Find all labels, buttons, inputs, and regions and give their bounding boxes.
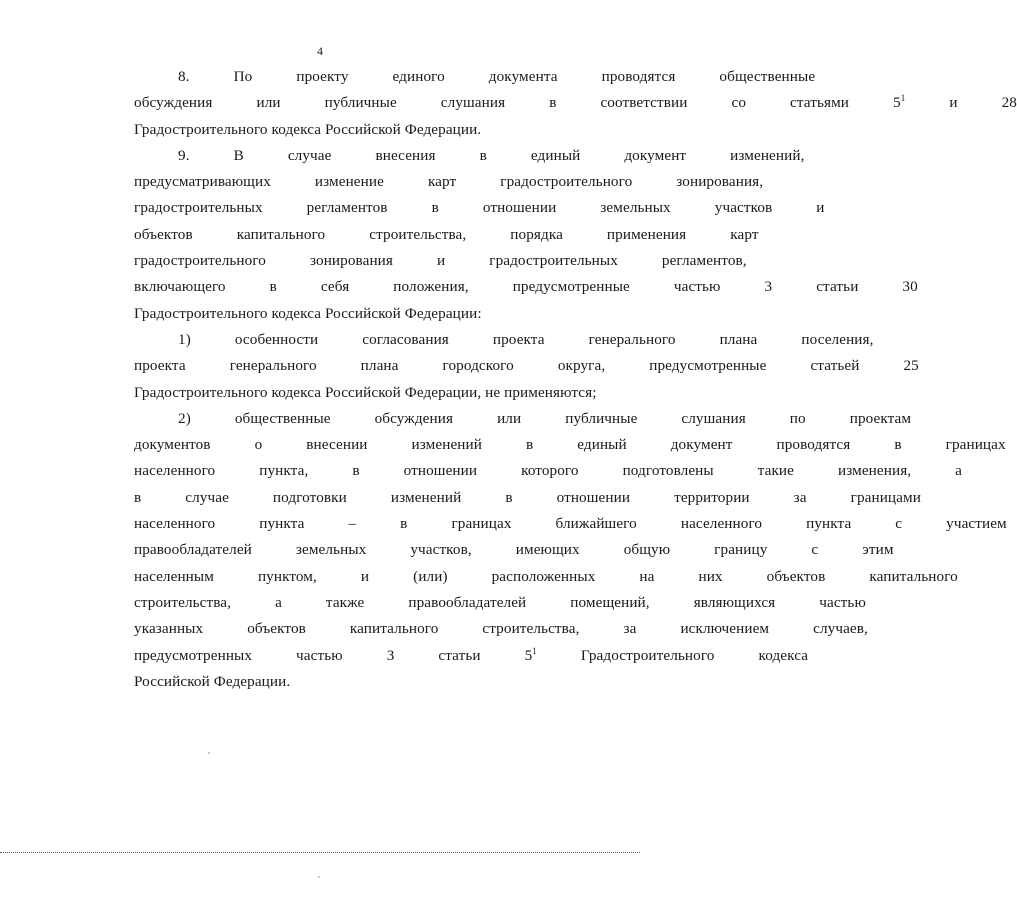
word: (или): [413, 567, 448, 585]
word: отношении: [556, 488, 631, 506]
paragraph-p9-2: [90, 406, 1007, 695]
word: 2): [178, 409, 191, 427]
word: По: [233, 68, 253, 85]
word: Градостроительного кодекса Российской Федерации, не применяются;: [134, 383, 597, 401]
word: зонирования,: [676, 173, 764, 191]
word: изменений: [411, 436, 482, 454]
word: статьи: [816, 278, 859, 296]
word: с: [811, 541, 819, 559]
word: предусматривающих: [134, 173, 271, 191]
word: правообладателей: [408, 593, 527, 611]
word: кодекса: [758, 646, 809, 664]
word: населенного: [680, 515, 763, 533]
word: в: [134, 488, 142, 506]
word: помещений,: [570, 593, 650, 611]
text-line: [90, 564, 958, 590]
word: границами: [850, 488, 921, 506]
word: в: [400, 515, 408, 533]
word: границах: [451, 515, 512, 533]
word: в: [549, 94, 557, 112]
word: слушания: [681, 409, 746, 427]
word: Российской Федерации.: [134, 672, 291, 690]
word: применения: [606, 225, 687, 243]
word: проекта: [492, 330, 545, 348]
word: частью: [819, 593, 866, 611]
word: и: [816, 199, 825, 217]
word: 25: [903, 357, 919, 375]
scan-artifact-dot: [318, 876, 320, 878]
text-line: [90, 643, 809, 669]
word: в: [269, 278, 277, 296]
word: случае: [287, 146, 332, 164]
word: поселения,: [801, 330, 874, 348]
word: 30: [902, 278, 918, 296]
word: градостроительного: [134, 252, 266, 270]
word: подготовлены: [622, 462, 714, 480]
word: порядка: [510, 225, 563, 243]
text-line: [90, 669, 596, 695]
word: этим: [862, 541, 894, 559]
word: пунктом,: [257, 567, 317, 585]
word: городского: [442, 357, 514, 375]
word: такие: [757, 462, 794, 480]
word: Градостроительного кодекса Российской Федерации.: [134, 120, 482, 138]
word: внесении: [306, 436, 368, 454]
word: проекту: [296, 68, 349, 85]
word: пункта: [259, 515, 305, 533]
word: общую: [623, 541, 671, 559]
word: в: [505, 488, 513, 506]
word: в: [431, 199, 439, 217]
word: документ: [624, 146, 687, 164]
word: исключением: [680, 620, 770, 638]
word: положения,: [393, 278, 469, 296]
word: предусмотренные: [512, 278, 630, 296]
word: особенности: [234, 330, 319, 348]
word: проекта: [134, 357, 186, 375]
word: участков: [714, 199, 773, 217]
word: зонирования: [310, 252, 393, 270]
word: публичные: [324, 94, 397, 112]
word: них: [698, 567, 723, 585]
text-line: [90, 432, 1006, 458]
word: изменение: [314, 173, 384, 191]
word: единого: [392, 68, 445, 85]
word: общественные: [234, 409, 331, 427]
text-line: [90, 380, 596, 406]
word: генерального: [229, 357, 317, 375]
text-line: [90, 353, 919, 379]
word: указанных: [134, 620, 204, 638]
word: расположенных: [491, 567, 596, 585]
word: являющихся: [693, 593, 776, 611]
word: за: [623, 620, 637, 638]
word: земельных: [600, 199, 671, 217]
word: случаев,: [813, 620, 868, 638]
text-line: [90, 143, 805, 169]
text-line: [90, 458, 963, 484]
word: документа: [488, 68, 558, 85]
word: частью: [296, 646, 343, 664]
word: проводятся: [776, 436, 851, 454]
word: со: [731, 94, 747, 112]
word: 3: [386, 646, 395, 664]
word: единый: [530, 146, 581, 164]
word: строительства,: [134, 593, 232, 611]
paragraph-p9-1: [90, 327, 919, 406]
text-line: [90, 117, 596, 143]
word: пункта: [806, 515, 852, 533]
word: имеющих: [515, 541, 580, 559]
word: земельных: [295, 541, 367, 559]
word: или: [256, 94, 281, 112]
word: отношении: [403, 462, 478, 480]
word: обсуждения: [134, 94, 213, 112]
superscript: 1: [900, 93, 906, 104]
word: статьей: [810, 357, 860, 375]
word: изменений,: [730, 146, 805, 164]
word: на: [639, 567, 655, 585]
word: объектов: [766, 567, 826, 585]
word: в: [352, 462, 360, 480]
word: капитального: [869, 567, 958, 585]
word: В: [233, 146, 244, 164]
text-line: [90, 90, 1017, 116]
paragraph-p9: [90, 143, 918, 327]
word: публичные: [565, 409, 638, 427]
word: себя: [320, 278, 350, 296]
word: документ: [670, 436, 733, 454]
word: пункта,: [259, 462, 309, 480]
word: –: [348, 515, 357, 533]
word: отношении: [482, 199, 557, 217]
word: плана: [719, 330, 758, 348]
word: 1): [178, 330, 191, 348]
word: согласования: [362, 330, 449, 348]
word: ближайшего: [555, 515, 637, 533]
word: 28: [1001, 94, 1017, 112]
text-line: [90, 222, 759, 248]
word: а: [955, 462, 963, 480]
paragraph-p8: [90, 64, 1017, 143]
scan-artifact-dot: [208, 752, 210, 754]
word: населенного: [134, 515, 216, 533]
word: и: [949, 94, 958, 112]
word: градостроительного: [500, 173, 633, 191]
word: капитального: [349, 620, 439, 638]
word: капитального: [236, 225, 326, 243]
superscript: 1: [532, 645, 537, 656]
word: включающего: [134, 278, 226, 296]
word: которого: [521, 462, 579, 480]
word: правообладателей: [134, 541, 252, 559]
word: территории: [674, 488, 750, 506]
word: подготовки: [272, 488, 347, 506]
word: $5^1$: [524, 645, 537, 664]
text-line: [90, 537, 894, 563]
word: строительства,: [369, 225, 467, 243]
word: соответствии: [600, 94, 688, 112]
text-line: [90, 590, 866, 616]
word: а: [275, 593, 282, 611]
word: Градостроительного кодекса Российской Федерации:: [134, 304, 482, 322]
word: проводятся: [601, 68, 676, 85]
word: регламентов,: [661, 252, 747, 270]
word: слушания: [440, 94, 506, 112]
text-line: [90, 274, 918, 300]
word: предусмотренные: [649, 357, 767, 375]
word: по: [789, 409, 806, 427]
word: в: [894, 436, 902, 454]
word: также: [325, 593, 365, 611]
word: статьями: [790, 94, 850, 112]
word: обсуждения: [374, 409, 454, 427]
text-line: [90, 406, 912, 432]
word: 9.: [178, 146, 190, 164]
text-line: [90, 248, 747, 274]
word: с: [895, 515, 903, 533]
word: случае: [185, 488, 229, 506]
word: генерального: [588, 330, 676, 348]
text-line: [90, 485, 921, 511]
word: участием: [946, 515, 1007, 533]
word: о: [254, 436, 263, 454]
text-line: [90, 511, 1007, 537]
word: предусмотренных: [134, 646, 253, 664]
text-line: [90, 169, 764, 195]
word: плана: [360, 357, 399, 375]
word: за: [793, 488, 807, 506]
word: изменения,: [838, 462, 912, 480]
word: населенного: [134, 462, 216, 480]
word: единый: [577, 436, 627, 454]
word: частью: [673, 278, 721, 296]
word: границах: [945, 436, 1006, 454]
word: или: [497, 409, 522, 427]
word: участков,: [410, 541, 472, 559]
word: 8.: [178, 68, 190, 85]
text-line: [90, 64, 816, 90]
text-line: [90, 616, 868, 642]
text-line: [90, 195, 825, 221]
word: 3: [764, 278, 773, 296]
word: карт: [427, 173, 457, 191]
word: границу: [714, 541, 768, 559]
word: объектов: [134, 225, 193, 243]
word: округа,: [557, 357, 606, 375]
page-number: 4: [317, 44, 323, 58]
word: градостроительных: [489, 252, 618, 270]
word: изменений: [390, 488, 462, 506]
word: внесения: [375, 146, 436, 164]
text-line: [90, 301, 596, 327]
word: и: [360, 567, 370, 585]
word: в: [479, 146, 487, 164]
word: в: [525, 436, 534, 454]
word: градостроительных: [134, 199, 263, 217]
word: населенным: [134, 567, 214, 585]
text-line: [90, 327, 874, 353]
word: строительства,: [482, 620, 580, 638]
word: регламентов: [306, 199, 388, 217]
word: Градостроительного: [580, 646, 715, 664]
word: карт: [730, 225, 759, 243]
word: $5^1$: [893, 93, 906, 112]
word: и: [437, 252, 446, 270]
word: общественные: [719, 68, 816, 85]
word: статьи: [438, 646, 481, 664]
word: документов: [134, 436, 211, 454]
word: проектам: [849, 409, 912, 427]
word: объектов: [247, 620, 306, 638]
document-body: [90, 64, 1017, 695]
page-bottom-divider: [0, 852, 640, 853]
